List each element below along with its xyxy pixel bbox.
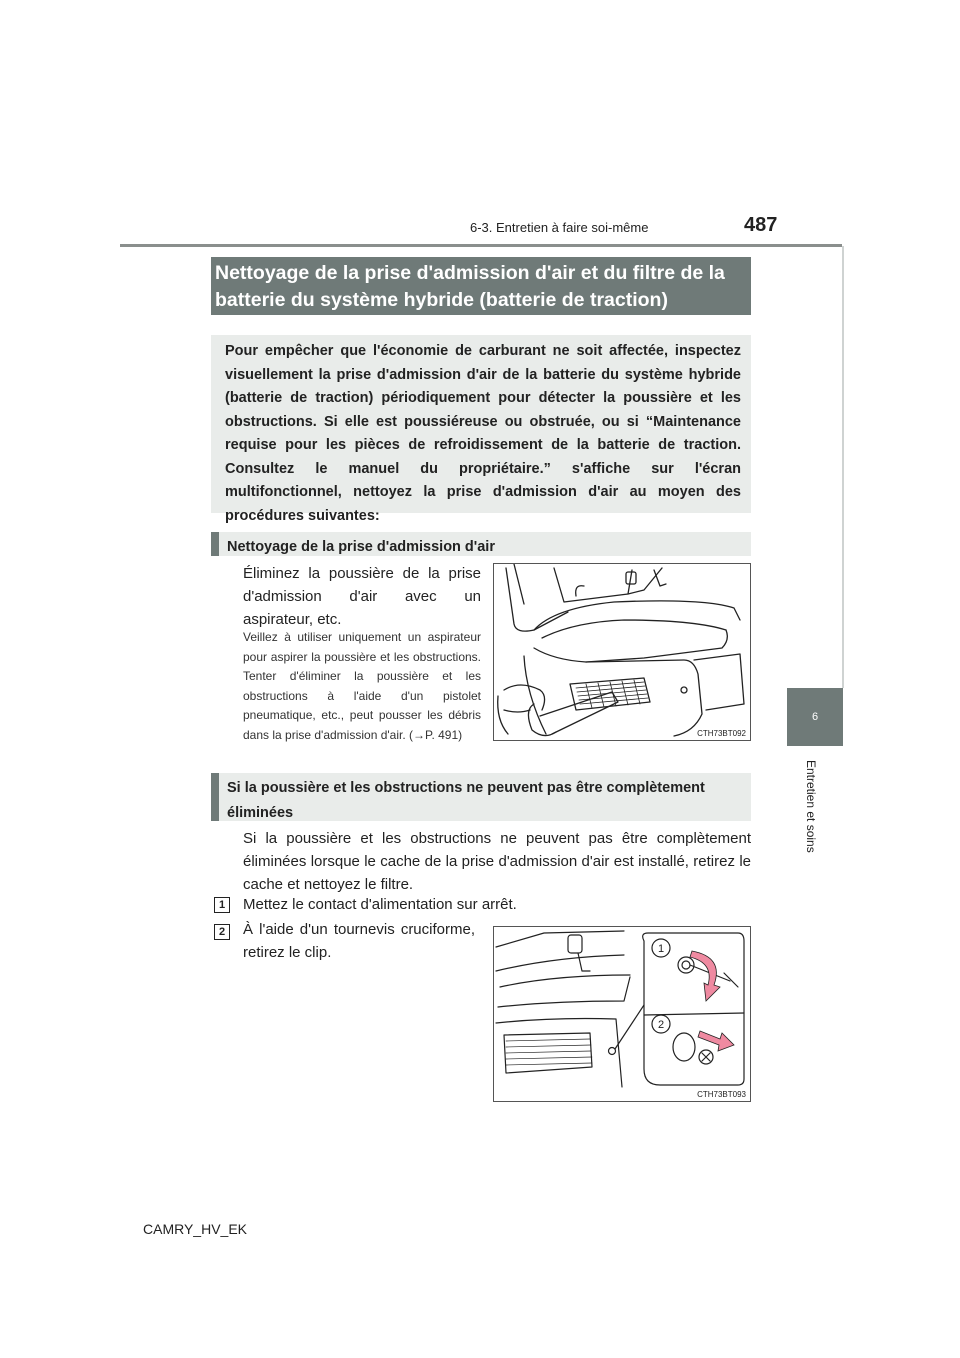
chapter-label: Entretien et soins: [804, 760, 818, 853]
document-code: CAMRY_HV_EK: [143, 1221, 248, 1237]
vacuum-illustration-drawing: [494, 564, 750, 740]
intro-text: Pour empêcher que l'économie de carburant ne soit affectée, inspectez visuellement la prise d'admission d'air de la batterie du système hybride (batterie de traction) périodiquement pour détecter la poussière et les obstructions. Si elle est poussiéreuse ou obstruée, ou si “Maintenance requise pour les pièces de refroidissement de la batterie de traction. Consultez le manuel du propriétaire.” s'affiche sur l'écran multifonctionnel, nettoyez la prise d'admission d'air au moyen des procédures suivantes:: [225, 343, 741, 524]
illustration-clip-removal: [493, 926, 751, 1102]
subsection-title: Si la poussière et les obstructions ne peuvent pas être complètement éliminées: [227, 780, 705, 821]
caution-note: Veillez à utiliser uniquement un aspirateur pour aspirer la poussière et les obstructions. Tenter d'éliminer la poussière et les obstructions à l'aide d'un pistolet pneumatique, etc., peut pousser les débris dans la prise d'admission d'air. (→P. 491): [243, 630, 481, 742]
instruction-text: Éliminez la poussière de la prise d'admission d'air avec un aspirateur, etc.: [243, 565, 481, 628]
heading-bar: [211, 773, 219, 821]
subsection-heading-intake: [211, 532, 751, 556]
chapter-number: 6: [811, 711, 819, 723]
figure-code: CTH73BT093: [697, 1090, 746, 1099]
figure-code: CTH73BT092: [697, 729, 746, 738]
section-title: Nettoyage de la prise d'admission d'air et du filtre de la batterie du système hybride (batterie de traction): [215, 262, 725, 311]
section-title-box: [211, 257, 751, 315]
section-reference: 6-3. Entretien à faire soi-même: [470, 220, 649, 235]
heading-bar: [211, 532, 219, 556]
instruction-text: Si la poussière et les obstructions ne peuvent pas être complètement éliminées lorsque le cache de la prise d'admission d'air est installé, retirez le cache et nettoyez le filtre.: [243, 830, 751, 893]
subsection-heading-filter: [211, 773, 751, 821]
clip-removal-drawing: [494, 927, 750, 1101]
step-text: À l'aide d'un tournevis cruciforme, retirez le clip.: [243, 921, 475, 961]
step-text: Mettez le contact d'alimentation sur arrêt.: [243, 896, 517, 913]
side-rule: [842, 246, 844, 688]
step-number: 2: [214, 924, 230, 940]
illustration-vacuum-intake: [493, 563, 751, 741]
page-number: 487: [744, 214, 778, 236]
subsection-title: Nettoyage de la prise d'admission d'air: [227, 539, 495, 555]
step-number: 1: [214, 897, 230, 913]
callout-number: 2: [657, 1019, 665, 1031]
intro-box: [211, 335, 751, 524]
chapter-tab: [787, 688, 843, 746]
header-rule: [120, 244, 842, 247]
callout-number: 1: [657, 943, 665, 955]
